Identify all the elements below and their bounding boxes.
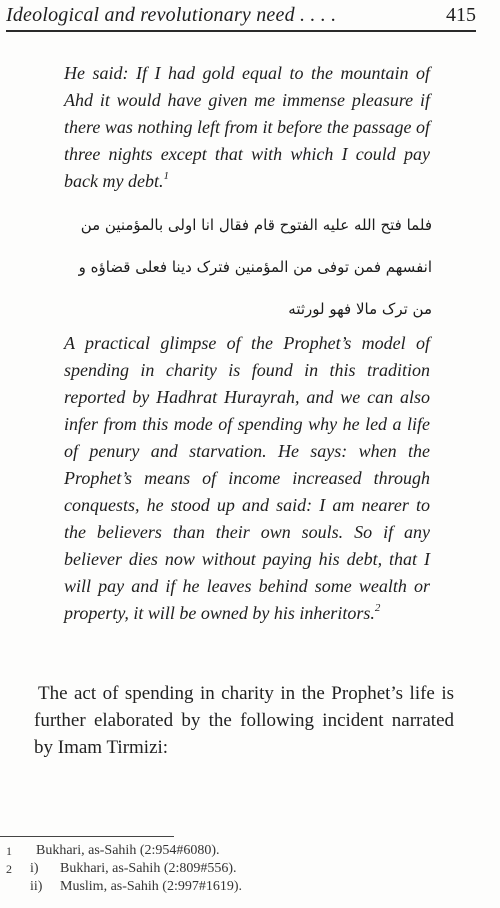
body-paragraph: The act of spending in charity in the Prophet’s life is further elaborated by the following incident narrated by Imam Tirmizi: [34, 683, 454, 758]
footnote-text: Bukhari, as-Sahih (2:809#556). [60, 861, 237, 876]
arabic-line-1: فلما فتح الله علیه الفتوح قام فقال انا اولی بالمؤمنین من [80, 216, 432, 234]
footnote-number: 1 [6, 844, 12, 858]
running-title: Ideological and revolutionary need . . . . [6, 4, 337, 26]
footnote-text: Bukhari, as-Sahih (2:954#6080). [36, 843, 220, 858]
quote-text: He said: If I had gold equal to the mountain of Ahd it would have given me immense pleasure if there was nothing left from it before the passage of three nights except that with which I could pay back my debt. [64, 63, 430, 191]
footnote-ref-2: 2 [374, 602, 381, 614]
footnote-text: Muslim, as-Sahih (2:997#1619). [60, 879, 242, 894]
footnotes [0, 842, 480, 896]
quote-gold-mountain [64, 60, 430, 195]
footnote-ref-1: 1 [163, 170, 169, 182]
footnote-2 [0, 860, 480, 878]
footnote-subitem-marker: i) [30, 861, 39, 876]
page-number: 415 [446, 4, 476, 26]
footnote-subitem-marker: ii) [30, 879, 43, 894]
quote-practical-glimpse [64, 330, 430, 627]
footnote-1 [0, 842, 480, 860]
running-header [6, 2, 476, 32]
footnote-number: 2 [6, 862, 12, 876]
footnote-separator [0, 836, 174, 837]
arabic-line-3: من ترک مالا فهو لورثته [288, 300, 432, 318]
arabic-line-2: انفسهم فمن توفی من المؤمنین فترک دینا فعلی قضاؤه و [78, 258, 432, 276]
quote-text: A practical glimpse of the Prophet’s model of spending in charity is found in this tradition reported by Hadhrat Hurayrah, and we can also infer from this mode of spending why he led a life of penury and starvation. He says: when the Prophet’s means of income increased through conquests, he stood up and said: I am nearer to the believers than their own souls. So if any believer dies now without paying his debt, that I will pay and if he leaves behind some wealth or property, it will be owned by his inheritors. [64, 333, 430, 623]
footnote-2-ii [0, 878, 480, 896]
